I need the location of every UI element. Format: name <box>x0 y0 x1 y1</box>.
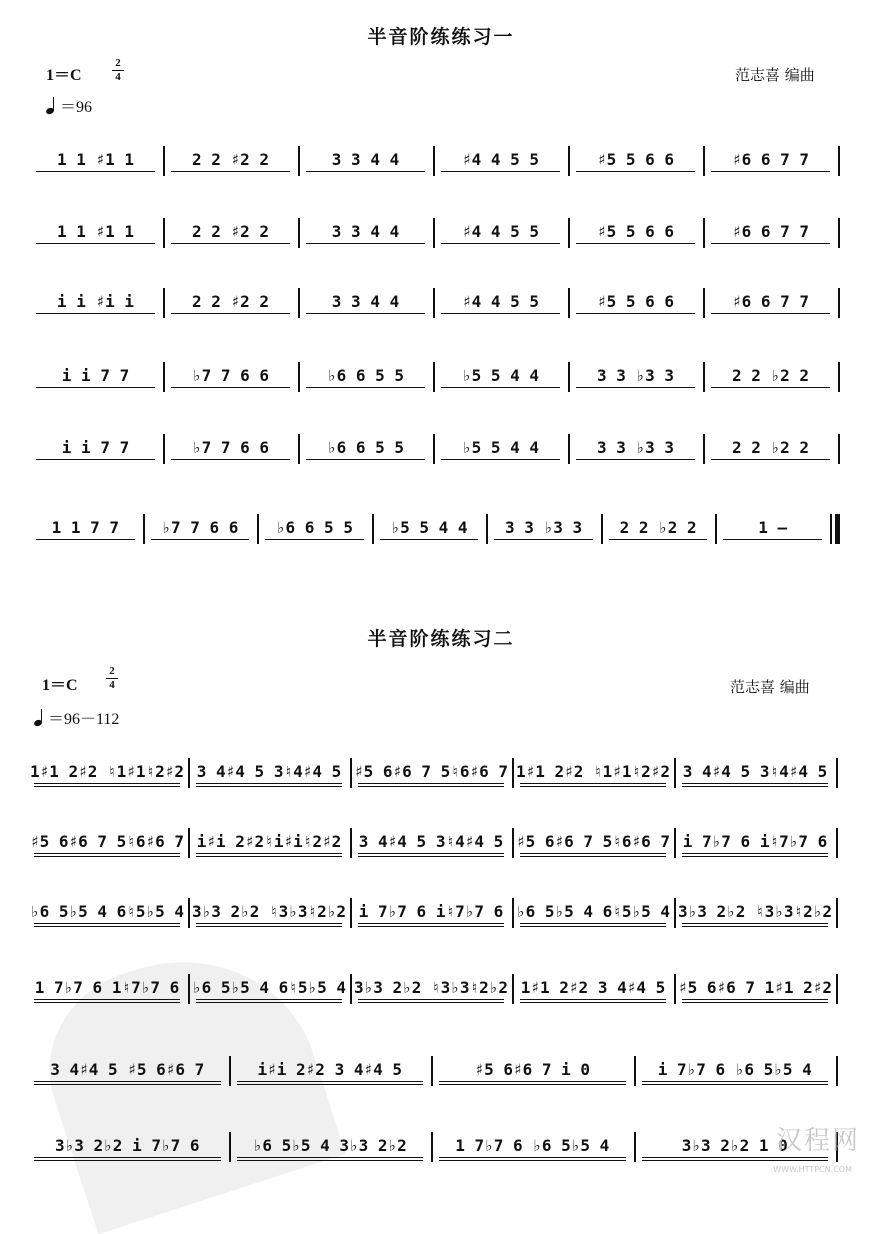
measure-notes: 1 7♭7 6 1♮7♭7 6 <box>34 978 180 997</box>
beat-underline <box>36 387 155 388</box>
measure-notes: ♯4 4 5 5 <box>461 222 540 241</box>
beat-underline <box>642 1081 829 1082</box>
barline <box>838 146 840 176</box>
beat-underline <box>380 539 479 540</box>
measure <box>435 356 566 396</box>
barline <box>838 288 840 318</box>
measure-notes: 3 3 4 4 <box>331 292 400 311</box>
beat-underline <box>358 853 504 854</box>
beat-underline-second <box>196 1002 342 1003</box>
measure-notes: i i 7 7 <box>61 366 130 385</box>
beat-underline <box>171 387 290 388</box>
measure <box>676 968 834 1008</box>
measure-notes: ♭6 5♭5 4 6♮5♭5 4 <box>29 902 185 921</box>
half-note-icon <box>34 710 44 726</box>
beat-underline-second <box>682 856 828 857</box>
measure-notes: 1 7♭7 6 ♭6 5♭5 4 <box>455 1136 610 1155</box>
exercise1-composer: 范志喜 编曲 <box>735 66 815 84</box>
watermark-logo-url: WWW.HTTPCN.COM <box>773 1165 852 1174</box>
measure <box>352 892 510 932</box>
beat-underline-second <box>358 786 504 787</box>
measure <box>30 508 141 548</box>
measure-notes: 3 3 ♭3 3 <box>596 438 675 457</box>
beat-underline <box>306 171 425 172</box>
exercise2-title: 半音阶练练习二 <box>367 628 515 650</box>
beat-underline <box>682 999 828 1000</box>
measure <box>300 356 431 396</box>
measure-notes: 1 – <box>758 518 788 537</box>
measure-notes: 2 2 ♯2 2 <box>191 150 270 169</box>
measure-notes: 3 3 4 4 <box>331 222 400 241</box>
beat-underline <box>34 1081 221 1082</box>
beat-underline <box>723 539 822 540</box>
measure-notes: i♯i 2♯2 3 4♯4 5 <box>257 1060 402 1079</box>
measure <box>374 508 485 548</box>
beat-underline <box>34 783 180 784</box>
measure-notes: ♭5 5 4 4 <box>461 366 540 385</box>
measure <box>603 508 714 548</box>
beat-underline-second <box>358 856 504 857</box>
measure <box>705 428 836 468</box>
exercise2-time-signature <box>106 666 118 691</box>
beat-underline <box>36 243 155 244</box>
measure <box>488 508 599 548</box>
measure <box>514 752 672 792</box>
beat-underline <box>196 853 342 854</box>
exercise2-row-3 <box>0 892 882 936</box>
measure-notes: 1♯1 2♯2 ♮1♯1♮2♯2 <box>29 762 185 781</box>
beat-underline <box>306 243 425 244</box>
measure <box>231 1126 430 1166</box>
beat-underline-second <box>196 786 342 787</box>
exercise1-row-1 <box>0 140 882 184</box>
beat-underline-second <box>34 786 180 787</box>
exercise2-row-2 <box>0 822 882 866</box>
measure <box>30 282 161 322</box>
beat-underline <box>520 783 666 784</box>
beat-underline <box>711 459 830 460</box>
beat-underline <box>439 1081 626 1082</box>
beat-underline <box>358 923 504 924</box>
measure <box>30 212 161 252</box>
barline <box>836 1056 838 1086</box>
measure <box>28 1050 227 1090</box>
beat-underline <box>520 853 666 854</box>
beat-underline <box>358 783 504 784</box>
measure <box>352 968 510 1008</box>
measure-notes: 1♯1 2♯2 3 4♯4 5 <box>520 978 666 997</box>
measure-notes: ♭7 7 6 6 <box>191 438 270 457</box>
measure-notes: 1 1 7 7 <box>51 518 119 537</box>
measure-notes: 2 2 ♭2 2 <box>731 366 810 385</box>
beat-underline-second <box>682 1002 828 1003</box>
exercise1-tempo-value: ＝96 <box>60 99 93 116</box>
measure-notes: 1 1 ♯1 1 <box>56 222 135 241</box>
measure <box>352 752 510 792</box>
exercise2-key: 1＝C <box>42 677 78 694</box>
measure-notes: ♭6 6 5 5 <box>275 518 353 537</box>
beat-underline <box>171 313 290 314</box>
beat-underline <box>237 1157 424 1158</box>
measure-notes: 3 3 4 4 <box>331 150 400 169</box>
beat-underline <box>682 853 828 854</box>
measure <box>165 140 296 180</box>
measure-notes: 1♯1 2♯2 ♮1♯1♮2♯2 <box>515 762 671 781</box>
measure-notes: ♯6 6 7 7 <box>731 150 810 169</box>
barline <box>836 974 838 1004</box>
beat-underline-second <box>358 926 504 927</box>
beat-underline <box>171 243 290 244</box>
exercise1-row-4 <box>0 356 882 400</box>
measure <box>165 428 296 468</box>
measure-notes: ♭6 5♭5 4 3♭3 2♭2 <box>252 1136 407 1155</box>
measure <box>352 822 510 862</box>
beat-underline <box>306 387 425 388</box>
exercise2-row-4 <box>0 968 882 1012</box>
measure <box>28 752 186 792</box>
measure <box>30 428 161 468</box>
measure-notes: 3♭3 2♭2 i 7♭7 6 <box>55 1136 200 1155</box>
measure-notes: 3 3 ♭3 3 <box>596 366 675 385</box>
measure-notes: ♯5 6♯6 7 5♮6♯6 7 <box>29 832 185 851</box>
measure-notes: ♭5 5 4 4 <box>461 438 540 457</box>
measure-notes: i i ♯i i <box>56 292 135 311</box>
measure <box>28 822 186 862</box>
measure-notes: ♯5 5 6 6 <box>596 292 675 311</box>
time-top: 2 <box>115 57 121 69</box>
beat-underline <box>36 313 155 314</box>
measure <box>300 212 431 252</box>
measure <box>570 356 701 396</box>
measure-notes: 1 1 ♯1 1 <box>56 150 135 169</box>
beat-underline <box>711 243 830 244</box>
measure <box>636 1050 835 1090</box>
measure-notes: ♯5 5 6 6 <box>596 150 675 169</box>
beat-underline <box>36 171 155 172</box>
final-barline-thin <box>830 514 832 544</box>
measure-notes: 3 4♯4 5 3♮4♯4 5 <box>358 832 504 851</box>
beat-underline <box>441 313 560 314</box>
measure-notes: i i 7 7 <box>61 438 130 457</box>
measure-notes: i 7♭7 6 i♮7♭7 6 <box>358 902 504 921</box>
measure <box>231 1050 430 1090</box>
beat-underline <box>576 171 695 172</box>
watermark-logo-text: 汉程网 <box>775 1126 860 1156</box>
exercise1-row-6 <box>0 508 882 552</box>
measure <box>300 282 431 322</box>
measure <box>433 1050 632 1090</box>
measure-notes: 3♭3 2♭2 ♮3♭3♮2♭2 <box>353 978 509 997</box>
beat-underline <box>682 783 828 784</box>
beat-underline <box>609 539 708 540</box>
beat-underline-second <box>682 786 828 787</box>
beat-underline-second <box>520 1002 666 1003</box>
beat-underline-second <box>439 1160 626 1161</box>
exercise1-time-signature <box>112 58 124 83</box>
measure <box>28 1126 227 1166</box>
measure-notes: 3 4♯4 5 3♮4♯4 5 <box>682 762 828 781</box>
beat-underline-second <box>34 1002 180 1003</box>
measure-notes: ♭7 7 6 6 <box>161 518 239 537</box>
barline <box>838 218 840 248</box>
measure-notes: ♯5 6♯6 7 1♯1 2♯2 <box>677 978 833 997</box>
beat-underline <box>682 923 828 924</box>
beat-underline-second <box>196 926 342 927</box>
exercise2-row-5 <box>0 1050 882 1094</box>
measure-notes: ♭6 6 5 5 <box>326 438 405 457</box>
beat-underline <box>711 171 830 172</box>
measure <box>705 356 836 396</box>
measure-notes: i 7♭7 6 ♭6 5♭5 4 <box>657 1060 812 1079</box>
measure-notes: i♯i 2♯2♮i♯i♮2♯2 <box>196 832 342 851</box>
barline <box>836 898 838 928</box>
measure <box>435 140 566 180</box>
measure-notes: 3 4♯4 5 3♮4♯4 5 <box>196 762 342 781</box>
beat-underline-second <box>34 1084 221 1085</box>
measure <box>165 356 296 396</box>
barline <box>838 434 840 464</box>
beat-underline-second <box>642 1084 829 1085</box>
beat-underline <box>196 783 342 784</box>
measure <box>570 428 701 468</box>
beat-underline <box>34 923 180 924</box>
beat-underline <box>441 387 560 388</box>
beat-underline <box>520 999 666 1000</box>
measure-notes: 2 2 ♭2 2 <box>731 438 810 457</box>
measure <box>514 968 672 1008</box>
measure-notes: 3 3 ♭3 3 <box>505 518 583 537</box>
beat-underline <box>576 459 695 460</box>
barline <box>838 362 840 392</box>
measure <box>570 212 701 252</box>
measure <box>435 282 566 322</box>
exercise1-title: 半音阶练练习一 <box>367 26 515 48</box>
measure-notes: ♭7 7 6 6 <box>191 366 270 385</box>
measure <box>514 892 672 932</box>
beat-underline <box>151 539 250 540</box>
measure <box>717 508 828 548</box>
beat-underline-second <box>196 856 342 857</box>
beat-underline-second <box>34 926 180 927</box>
exercise2-composer: 范志喜 编曲 <box>730 678 810 696</box>
time-bottom: 4 <box>109 679 115 691</box>
measure-notes: 2 2 ♭2 2 <box>619 518 697 537</box>
quarter-note-icon <box>46 98 56 114</box>
beat-underline-second <box>520 926 666 927</box>
exercise2-tempo <box>34 706 119 729</box>
measure-notes: ♯6 6 7 7 <box>731 292 810 311</box>
beat-underline <box>36 539 135 540</box>
measure-notes: i 7♭7 6 i♮7♭7 6 <box>682 832 828 851</box>
measure-notes: ♭6 5♭5 4 6♮5♭5 4 <box>515 902 671 921</box>
exercise1-row-5 <box>0 428 882 472</box>
beat-underline <box>441 459 560 460</box>
watermark-logo <box>700 1114 860 1174</box>
beat-underline <box>576 243 695 244</box>
beat-underline <box>358 999 504 1000</box>
measure <box>433 1126 632 1166</box>
measure-notes: 3♭3 2♭2 1 0 <box>681 1136 788 1155</box>
measure-notes: ♭6 6 5 5 <box>326 366 405 385</box>
measure <box>190 892 348 932</box>
measure-notes: 2 2 ♯2 2 <box>191 292 270 311</box>
measure <box>514 822 672 862</box>
beat-underline-second <box>520 786 666 787</box>
exercise2-tempo-value: ＝96－112 <box>48 711 120 728</box>
final-barline-thick <box>835 514 840 544</box>
beat-underline-second <box>439 1084 626 1085</box>
measure <box>705 140 836 180</box>
measure-notes: ♯5 5 6 6 <box>596 222 675 241</box>
exercise2-row-1 <box>0 752 882 796</box>
measure-notes: ♭5 5 4 4 <box>390 518 468 537</box>
beat-underline <box>441 243 560 244</box>
measure <box>259 508 370 548</box>
beat-underline <box>34 999 180 1000</box>
barline <box>836 828 838 858</box>
beat-underline <box>711 387 830 388</box>
measure <box>190 968 348 1008</box>
measure <box>435 212 566 252</box>
measure <box>570 140 701 180</box>
measure <box>30 140 161 180</box>
measure-notes: ♯4 4 5 5 <box>461 150 540 169</box>
beat-underline <box>34 853 180 854</box>
measure <box>28 892 186 932</box>
beat-underline <box>237 1081 424 1082</box>
measure-notes: 2 2 ♯2 2 <box>191 222 270 241</box>
beat-underline <box>576 313 695 314</box>
beat-underline <box>711 313 830 314</box>
measure <box>676 822 834 862</box>
beat-underline-second <box>358 1002 504 1003</box>
beat-underline-second <box>237 1084 424 1085</box>
measure <box>165 282 296 322</box>
beat-underline-second <box>34 856 180 857</box>
beat-underline <box>306 459 425 460</box>
exercise1-row-2 <box>0 212 882 256</box>
beat-underline <box>265 539 364 540</box>
measure-notes: ♯5 6♯6 7 5♮6♯6 7 <box>515 832 671 851</box>
measure <box>676 892 834 932</box>
measure-notes: 3♭3 2♭2 ♮3♭3♮2♭2 <box>191 902 347 921</box>
measure-notes: 3♭3 2♭2 ♮3♭3♮2♭2 <box>677 902 833 921</box>
measure <box>435 428 566 468</box>
measure-notes: ♯6 6 7 7 <box>731 222 810 241</box>
measure <box>30 356 161 396</box>
exercise1-key: 1＝C <box>46 67 82 84</box>
measure <box>300 140 431 180</box>
exercise1-tempo <box>46 94 92 117</box>
beat-underline-second <box>520 856 666 857</box>
beat-underline <box>439 1157 626 1158</box>
time-bottom: 4 <box>115 71 121 83</box>
beat-underline-second <box>682 926 828 927</box>
beat-underline <box>494 539 593 540</box>
beat-underline <box>576 387 695 388</box>
measure <box>28 968 186 1008</box>
beat-underline-second <box>34 1160 221 1161</box>
measure-notes: ♭6 5♭5 4 6♮5♭5 4 <box>191 978 347 997</box>
beat-underline <box>171 459 290 460</box>
measure-notes: ♯4 4 5 5 <box>461 292 540 311</box>
measure <box>570 282 701 322</box>
beat-underline <box>196 999 342 1000</box>
measure <box>190 822 348 862</box>
measure <box>145 508 256 548</box>
measure-notes: 3 4♯4 5 ♯5 6♯6 7 <box>50 1060 205 1079</box>
beat-underline <box>306 313 425 314</box>
beat-underline-second <box>237 1160 424 1161</box>
barline <box>836 758 838 788</box>
measure <box>705 282 836 322</box>
time-top: 2 <box>109 665 115 677</box>
beat-underline <box>34 1157 221 1158</box>
measure <box>705 212 836 252</box>
measure <box>190 752 348 792</box>
beat-underline <box>196 923 342 924</box>
beat-underline <box>441 171 560 172</box>
measure <box>300 428 431 468</box>
exercise1-row-3 <box>0 282 882 326</box>
measure-notes: ♯5 6♯6 7 5♮6♯6 7 <box>353 762 509 781</box>
beat-underline <box>36 459 155 460</box>
beat-underline <box>520 923 666 924</box>
measure <box>676 752 834 792</box>
measure-notes: ♯5 6♯6 7 i 0 <box>474 1060 591 1079</box>
measure <box>165 212 296 252</box>
beat-underline <box>171 171 290 172</box>
